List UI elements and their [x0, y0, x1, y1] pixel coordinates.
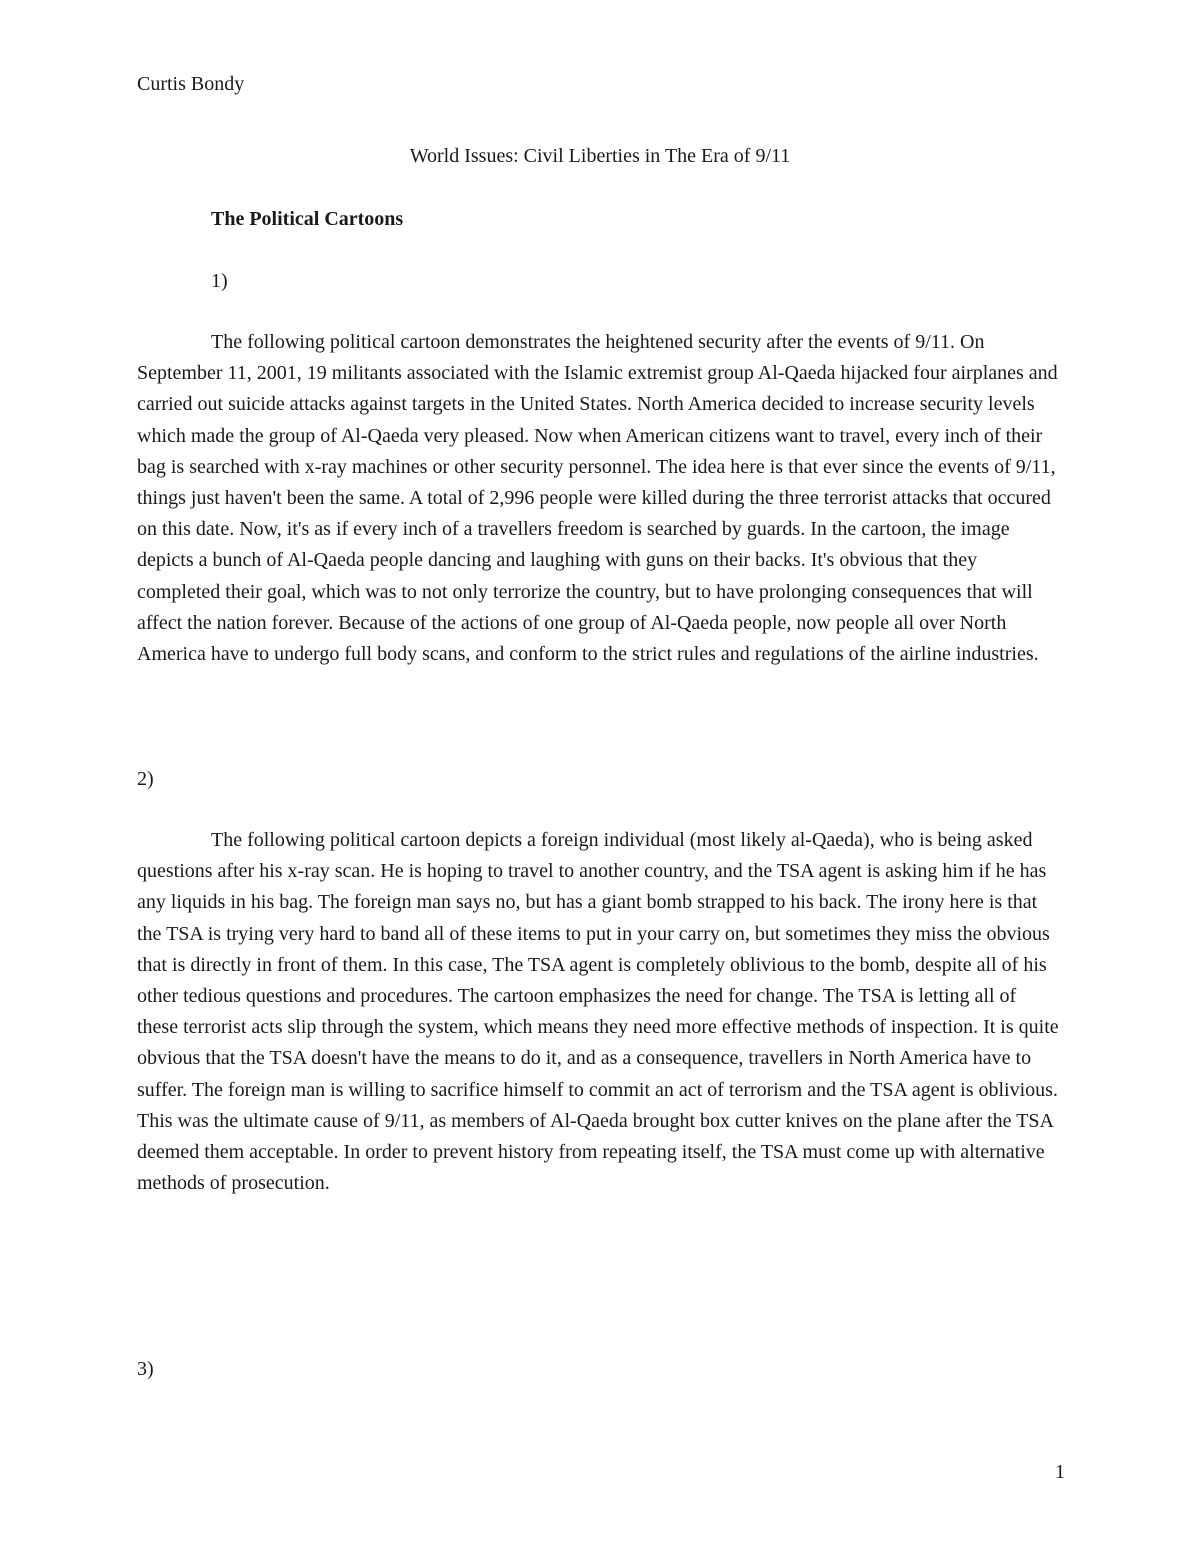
cartoon-1-paragraph: The following political cartoon demonstrates the heightened security after the events of 9/11. On September 11, 2001, 19 militants associated with the Islamic extremist group Al-Qaeda hijacked four airplanes and carried out suicide attacks against targets in the United States. North America decided to increase security levels which made the group of Al-Qaeda very pleased. Now when American citizens want to travel, every inch of their bag is searched with x-ray machines or other security personnel. The idea here is that ever since the events of 9/11, things just haven't been the same. A total of 2,996 people were killed during the three terrorist attacks that occured on this date. Now, it's as if every inch of a travellers freedom is searched by guards. In the cartoon, the image depicts a bunch of Al-Qaeda people dancing and laughing with guns on their backs. It's obvious that they completed their goal, which was to not only terrorize the country, but to have prolonging consequences that will affect the nation forever. Because of the actions of one group of Al-Qaeda people, now people all over North America have to undergo full body scans, and conform to the strict rules and regulations of the airline industries. [137, 331, 1058, 666]
item-number-3: 3) [137, 1358, 154, 1380]
author-name: Curtis Bondy [137, 73, 245, 95]
document-title: World Issues: Civil Liberties in The Era of 9/11 [409, 145, 791, 167]
item-number-2: 2) [137, 768, 154, 790]
section-heading: The Political Cartoons [211, 208, 404, 230]
page-number: 1 [1055, 1461, 1065, 1483]
item-number-1: 1) [211, 270, 228, 292]
cartoon-2-paragraph: The following political cartoon depicts a foreign individual (most likely al-Qaeda), who is being asked questions after his x-ray scan. He is hoping to travel to another country, and the TSA agent is asking him if he has any liquids in his bag. The foreign man says no, but has a giant bomb strapped to his back. The irony here is that the TSA is trying very hard to band all of these items to put in your carry on, but sometimes they miss the obvious that is directly in front of them. In this case, The TSA agent is completely oblivious to the bomb, despite all of his other tedious questions and procedures. The cartoon emphasizes the need for change. The TSA is letting all of these terrorist acts slip through the system, which means they need more effective methods of inspection. It is quite obvious that the TSA doesn't have the means to do it, and as a consequence, travellers in North America have to suffer. The foreign man is willing to sacrifice himself to commit an act of terrorism and the TSA agent is oblivious. This was the ultimate cause of 9/11, as members of Al-Qaeda brought box cutter knives on the plane after the TSA deemed them acceptable. In order to prevent history from repeating itself, the TSA must come up with alternative methods of prosecution. [137, 829, 1059, 1195]
